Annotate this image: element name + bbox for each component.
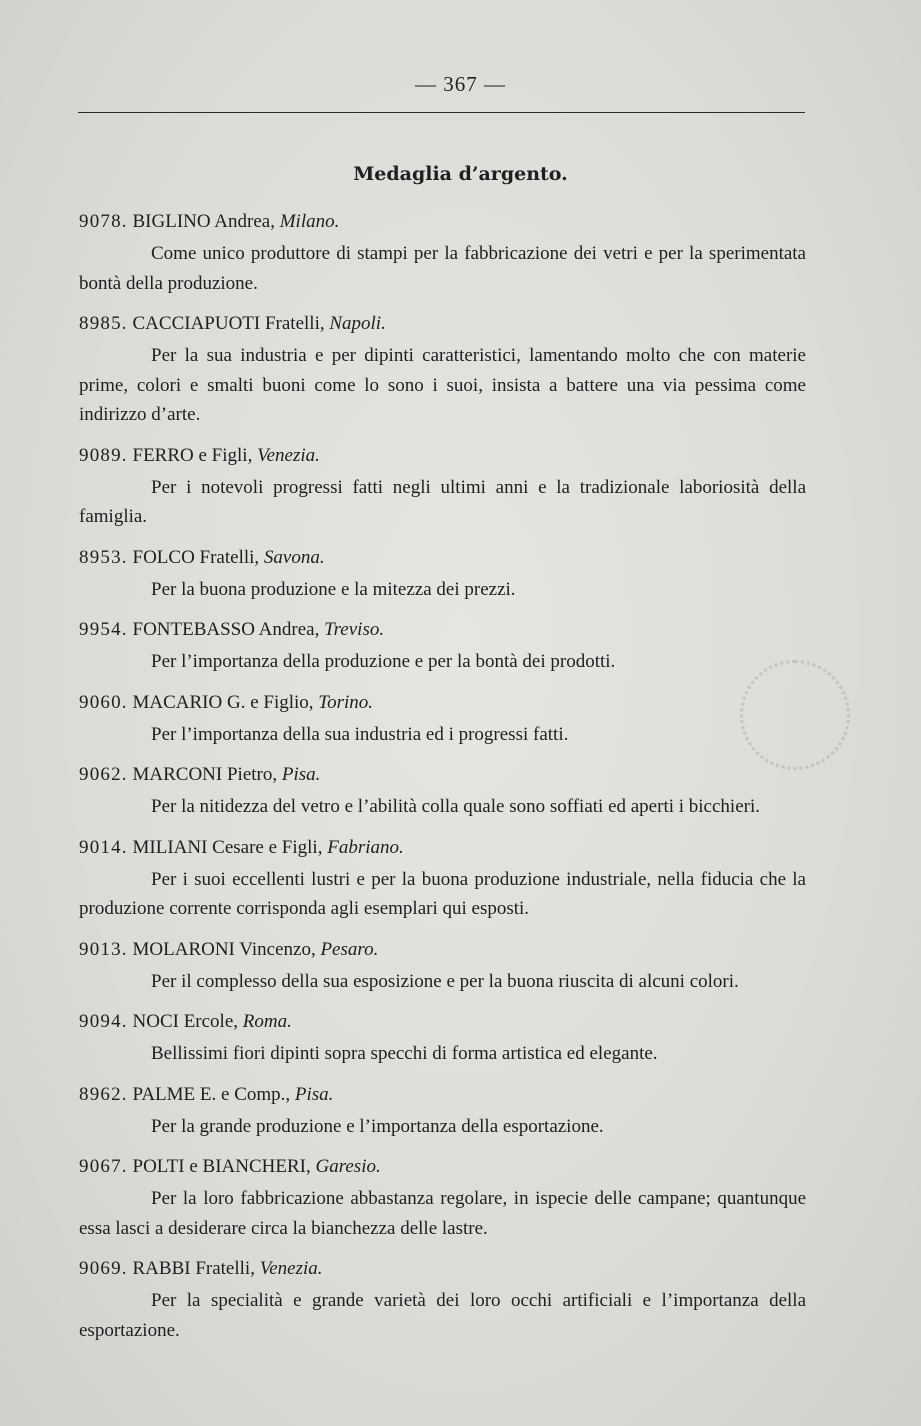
exhibitor-name: FOLCO Fratelli, bbox=[132, 546, 260, 568]
exhibitor-city: Pesaro. bbox=[320, 938, 379, 960]
exhibitor-city: Treviso. bbox=[324, 619, 385, 640]
award-entry bbox=[79, 442, 806, 532]
award-entry bbox=[79, 689, 806, 750]
award-entry bbox=[79, 936, 806, 997]
exhibitor-name: RABBI Fratelli, bbox=[132, 1258, 255, 1279]
section-title: Medaglia d’argento. bbox=[353, 163, 568, 185]
exhibitor-name: PALME E. e Comp., bbox=[132, 1083, 291, 1105]
exhibitor-name: NOCI Ercole, bbox=[132, 1011, 239, 1032]
exhibitor-city: Savona. bbox=[263, 546, 325, 568]
entry-number: 9089. bbox=[79, 444, 128, 466]
award-motivation: Per i suoi eccellenti lustri e per la buona produzione industriale, nella fiducia che la produzione corrente corrisponda agli esemplari qui esposti. bbox=[79, 868, 806, 919]
entry-heading bbox=[79, 1153, 806, 1181]
award-entry bbox=[79, 1153, 806, 1243]
award-motivation: Per l’importanza della sua industria ed i progressi fatti. bbox=[151, 723, 569, 745]
exhibitor-name: BIGLINO Andrea, bbox=[132, 211, 275, 232]
entry-number: 9013. bbox=[79, 938, 128, 960]
exhibitor-name: FERRO e Figli, bbox=[132, 444, 253, 466]
entry-heading bbox=[79, 1081, 806, 1109]
exhibitor-city: Fabriano. bbox=[327, 836, 404, 858]
entry-heading bbox=[79, 616, 806, 644]
entry-number: 9060. bbox=[79, 691, 128, 713]
entry-number: 9094. bbox=[79, 1011, 128, 1032]
award-motivation: Per la loro fabbricazione abbastanza regolare, in ispecie delle campane; quantunque essa lasci a desiderare circa la bianchezza delle lastre. bbox=[79, 1188, 806, 1239]
entry-number: 9078. bbox=[79, 211, 128, 232]
award-entry bbox=[79, 761, 806, 822]
entry-number: 9067. bbox=[79, 1156, 128, 1177]
exhibitor-city: Napoli. bbox=[329, 313, 386, 334]
entry-heading bbox=[79, 208, 806, 236]
exhibitor-name: MARCONI Pietro, bbox=[132, 764, 278, 785]
page-number: — 367 — bbox=[415, 72, 506, 96]
award-entry bbox=[79, 616, 806, 677]
award-motivation: Come unico produttore di stampi per la fabbricazione dei vetri e per la sperimentata bontà della produzione. bbox=[79, 243, 806, 294]
entry-heading bbox=[79, 936, 806, 964]
award-motivation: Per la grande produzione e l’importanza della esportazione. bbox=[151, 1115, 604, 1137]
award-entry bbox=[79, 1081, 806, 1142]
entry-heading bbox=[79, 544, 806, 572]
entry-heading bbox=[79, 1008, 806, 1036]
entry-number: 8985. bbox=[79, 313, 128, 334]
award-motivation: Per la nitidezza del vetro e l’abilità colla quale sono soffiati ed aperti i bicchieri. bbox=[151, 796, 760, 817]
entry-number: 9069. bbox=[79, 1258, 128, 1279]
entry-number: 9954. bbox=[79, 619, 128, 640]
entry-heading bbox=[79, 689, 806, 717]
award-motivation: Per il complesso della sua esposizione e per la buona riuscita di alcuni colori. bbox=[151, 970, 739, 992]
entry-heading bbox=[79, 310, 806, 338]
award-motivation: Bellissimi fiori dipinti sopra specchi di forma artistica ed elegante. bbox=[151, 1043, 658, 1064]
entry-heading bbox=[79, 834, 806, 862]
exhibitor-name: MOLARONI Vincenzo, bbox=[132, 938, 316, 960]
exhibitor-name: MACARIO G. e Figlio, bbox=[132, 691, 314, 713]
exhibitor-city: Venezia. bbox=[257, 444, 320, 466]
exhibitor-name: POLTI e BIANCHERI, bbox=[132, 1156, 311, 1177]
entry-number: 8962. bbox=[79, 1083, 128, 1105]
exhibitor-city: Torino. bbox=[318, 691, 374, 713]
award-motivation: Per la sua industria e per dipinti caratteristici, lamentando molto che con materie prime, colori e smalti buoni come lo sono i suoi, insista a battere una via pessima come indirizzo d’arte. bbox=[79, 345, 806, 425]
exhibitor-name: MILIANI Cesare e Figli, bbox=[132, 836, 323, 858]
exhibitor-city: Pisa. bbox=[281, 764, 321, 785]
exhibitor-city: Venezia. bbox=[259, 1258, 323, 1279]
entry-heading bbox=[79, 1255, 806, 1283]
entry-number: 8953. bbox=[79, 546, 128, 568]
award-motivation: Per i notevoli progressi fatti negli ultimi anni e la tradizionale laboriosità della famiglia. bbox=[79, 476, 806, 527]
exhibitor-city: Roma. bbox=[242, 1011, 292, 1032]
entry-number: 9014. bbox=[79, 836, 128, 858]
award-entry bbox=[79, 834, 806, 924]
award-entry bbox=[79, 208, 806, 298]
header-rule bbox=[78, 112, 805, 113]
entry-heading bbox=[79, 761, 806, 789]
exhibitor-name: CACCIAPUOTI Fratelli, bbox=[132, 313, 325, 334]
entry-number: 9062. bbox=[79, 764, 128, 785]
award-entry bbox=[79, 310, 806, 430]
award-motivation: Per l’importanza della produzione e per la bontà dei prodotti. bbox=[151, 651, 616, 672]
award-list bbox=[79, 208, 806, 1357]
award-entry bbox=[79, 1255, 806, 1345]
exhibitor-city: Milano. bbox=[279, 211, 340, 232]
exhibitor-city: Pisa. bbox=[294, 1083, 334, 1105]
award-entry bbox=[79, 544, 806, 605]
award-motivation: Per la buona produzione e la mitezza dei prezzi. bbox=[151, 578, 516, 600]
award-motivation: Per la specialità e grande varietà dei loro occhi artificiali e l’importanza della esportazione. bbox=[79, 1290, 806, 1341]
exhibitor-city: Garesio. bbox=[315, 1156, 381, 1177]
award-entry bbox=[79, 1008, 806, 1069]
entry-heading bbox=[79, 442, 806, 470]
exhibitor-name: FONTEBASSO Andrea, bbox=[132, 619, 320, 640]
